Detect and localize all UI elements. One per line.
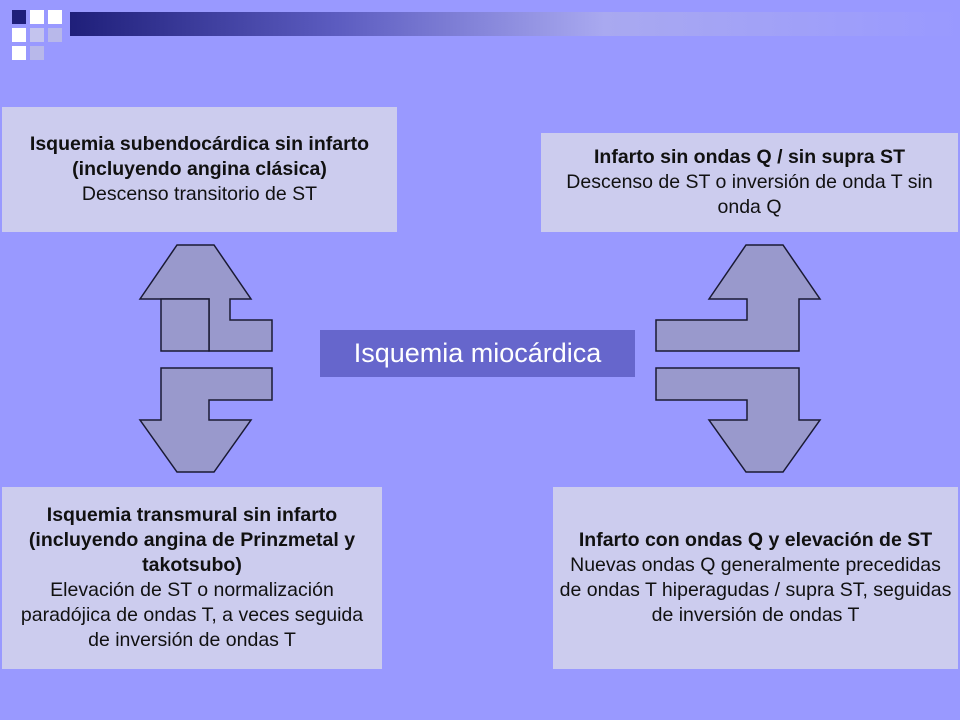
box-q-wave-infarction bbox=[553, 487, 958, 669]
box-transmural-ischemia bbox=[2, 487, 382, 669]
arrow-up-right bbox=[656, 245, 820, 351]
box-text: Elevación de ST o normalización paradójica de ondas T, a veces seguida de inversión de ondas T bbox=[20, 579, 364, 651]
box-title: Isquemia transmural sin infarto (incluyendo angina de Prinzmetal y takotsubo) bbox=[28, 504, 356, 576]
box-non-q-infarction bbox=[541, 133, 958, 232]
box-subendocardial-ischemia bbox=[2, 107, 397, 232]
center-label-text: Isquemia miocárdica bbox=[353, 338, 602, 368]
box-title: Infarto con ondas Q y elevación de ST bbox=[578, 529, 933, 551]
arrow-up-left-shaft bbox=[161, 299, 209, 351]
arrow-down-left bbox=[140, 368, 272, 472]
box-title: Isquemia subendocárdica sin infarto (incluyendo angina clásica) bbox=[29, 133, 370, 180]
center-label-myocardial-ischemia bbox=[320, 330, 635, 377]
box-text: Descenso de ST o inversión de onda T sin onda Q bbox=[566, 171, 933, 218]
box-text: Nuevas ondas Q generalmente precedidas de ondas T hiperagudas / supra ST, seguidas de inversión de ondas T bbox=[559, 554, 952, 626]
box-text: Descenso transitorio de ST bbox=[81, 183, 318, 205]
box-title: Infarto sin ondas Q / sin supra ST bbox=[594, 146, 905, 168]
arrow-down-right bbox=[656, 368, 820, 472]
